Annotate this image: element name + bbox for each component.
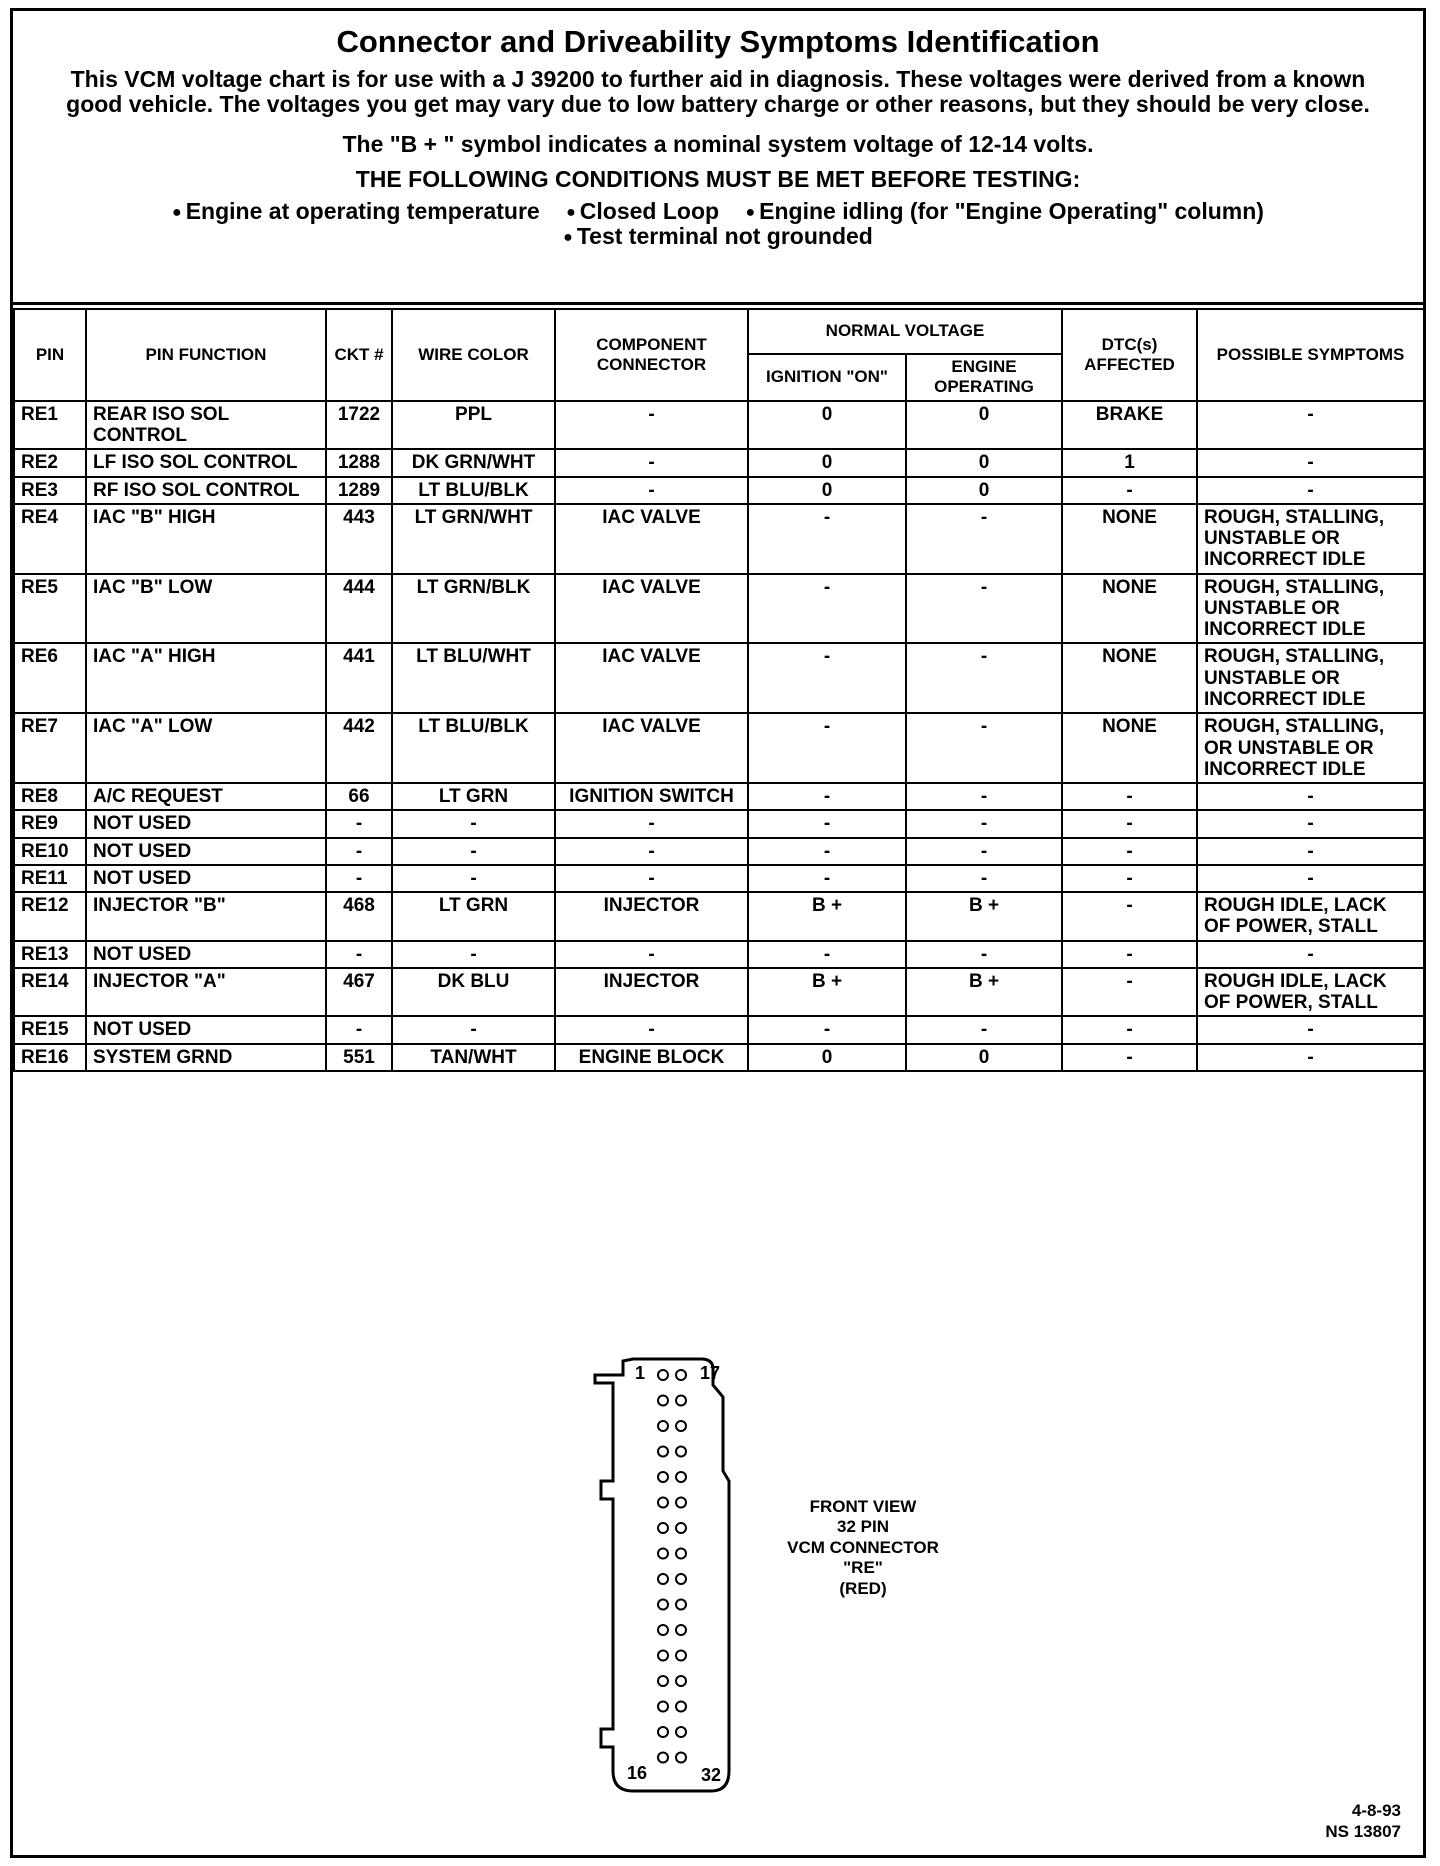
table-header [14, 309, 1424, 401]
table-row [14, 810, 1424, 837]
pin-function-cell: RF ISO SOL CONTROL [86, 477, 326, 504]
table-row [14, 643, 1424, 713]
engine-operating-cell: - [906, 574, 1062, 644]
doc-date: 4-8-93 [1351, 1801, 1401, 1821]
ckt-cell: 1722 [326, 401, 392, 450]
wire-color-cell: TAN/WHT [392, 1044, 555, 1071]
condition-item: ● Test terminal not grounded [563, 223, 873, 249]
pin-hole [676, 1574, 686, 1584]
component-cell: - [555, 810, 748, 837]
symptoms-cell: - [1197, 1016, 1424, 1043]
pin-hole [658, 1523, 668, 1533]
symptoms-cell: ROUGH, STALLING, UNSTABLE OR INCORRECT IDLE [1197, 574, 1424, 644]
pin-hole [658, 1574, 668, 1584]
dtc-cell: - [1062, 838, 1197, 865]
table-row [14, 401, 1424, 450]
table-row [14, 1016, 1424, 1043]
table-row [14, 892, 1424, 941]
dtc-cell: 1 [1062, 449, 1197, 476]
pin-cell: RE4 [14, 504, 86, 574]
component-cell: - [555, 838, 748, 865]
pin-hole [658, 1625, 668, 1635]
pin-hole [676, 1651, 686, 1661]
ckt-cell: 1289 [326, 477, 392, 504]
component-cell: IGNITION SWITCH [555, 783, 748, 810]
pin-hole [676, 1472, 686, 1482]
component-cell: IAC VALVE [555, 574, 748, 644]
ckt-cell: 467 [326, 968, 392, 1017]
pin-hole [658, 1447, 668, 1457]
table-row [14, 477, 1424, 504]
pin-hole [658, 1727, 668, 1737]
ckt-cell: - [326, 1016, 392, 1043]
ignition-on-cell: - [748, 838, 906, 865]
pin-hole [676, 1727, 686, 1737]
pin-cell: RE1 [14, 401, 86, 450]
symptoms-cell: - [1197, 783, 1424, 810]
component-cell: - [555, 449, 748, 476]
ignition-on-cell: 0 [748, 477, 906, 504]
wire-color-cell: - [392, 941, 555, 968]
table-row [14, 504, 1424, 574]
wire-color-cell: PPL [392, 401, 555, 450]
engine-operating-cell: - [906, 810, 1062, 837]
conditions-list [13, 199, 1423, 249]
pin-function-cell: NOT USED [86, 865, 326, 892]
engine-operating-cell: - [906, 865, 1062, 892]
chart-frame [10, 8, 1426, 1858]
caption-line: (RED) [839, 1578, 887, 1598]
ignition-on-cell: 0 [748, 449, 906, 476]
pin-hole [658, 1472, 668, 1482]
dtc-cell: NONE [1062, 643, 1197, 713]
ckt-cell: - [326, 865, 392, 892]
component-cell: IAC VALVE [555, 643, 748, 713]
dtc-cell: - [1062, 968, 1197, 1017]
col-header-dtc: DTC(s) AFFECTED [1062, 309, 1197, 401]
ignition-on-cell: - [748, 643, 906, 713]
wire-color-cell: LT BLU/BLK [392, 713, 555, 783]
dtc-cell: - [1062, 810, 1197, 837]
dtc-cell: - [1062, 941, 1197, 968]
pin-cell: RE6 [14, 643, 86, 713]
component-cell: IAC VALVE [555, 504, 748, 574]
pin-function-cell: INJECTOR "A" [86, 968, 326, 1017]
pin-cell: RE8 [14, 783, 86, 810]
pin-cell: RE5 [14, 574, 86, 644]
ckt-cell: 468 [326, 892, 392, 941]
ckt-cell: - [326, 810, 392, 837]
col-header-ignition-on: IGNITION "ON" [748, 354, 906, 401]
pin-hole [658, 1676, 668, 1686]
pin-function-cell: IAC "B" LOW [86, 574, 326, 644]
connector-figure [13, 1301, 1423, 1856]
engine-operating-cell: - [906, 838, 1062, 865]
ignition-on-cell: 0 [748, 1044, 906, 1071]
component-cell: - [555, 401, 748, 450]
pin-label-16: 16 [627, 1763, 648, 1783]
engine-operating-cell: 0 [906, 1044, 1062, 1071]
doc-number: NS 13807 [1325, 1821, 1401, 1841]
component-cell: INJECTOR [555, 892, 748, 941]
pin-hole [676, 1523, 686, 1533]
component-cell: - [555, 941, 748, 968]
dtc-cell: - [1062, 477, 1197, 504]
ignition-on-cell: B + [748, 892, 906, 941]
wire-color-cell: DK GRN/WHT [392, 449, 555, 476]
engine-operating-cell: 0 [906, 401, 1062, 450]
symptoms-cell: - [1197, 1044, 1424, 1071]
condition-item: ● Engine at operating temperature [172, 198, 540, 224]
pin-hole [658, 1753, 668, 1763]
engine-operating-cell: - [906, 783, 1062, 810]
component-cell: INJECTOR [555, 968, 748, 1017]
symptoms-cell: - [1197, 865, 1424, 892]
ignition-on-cell: - [748, 1016, 906, 1043]
pin-hole [676, 1625, 686, 1635]
ignition-on-cell: - [748, 574, 906, 644]
col-header-wire-color: WIRE COLOR [392, 309, 555, 401]
table-row [14, 1044, 1424, 1071]
pin-function-cell: A/C REQUEST [86, 783, 326, 810]
pin-cell: RE15 [14, 1016, 86, 1043]
caption-line: VCM CONNECTOR "RE" [787, 1537, 939, 1578]
pin-cell: RE9 [14, 810, 86, 837]
dtc-cell: NONE [1062, 713, 1197, 783]
pin-function-cell: IAC "A" LOW [86, 713, 326, 783]
dtc-cell: - [1062, 865, 1197, 892]
dtc-cell: - [1062, 783, 1197, 810]
table-row [14, 941, 1424, 968]
component-cell: ENGINE BLOCK [555, 1044, 748, 1071]
condition-item: ● Closed Loop [566, 198, 719, 224]
pin-function-cell: NOT USED [86, 838, 326, 865]
pin-function-cell: NOT USED [86, 941, 326, 968]
pin-hole [676, 1421, 686, 1431]
pin-hole [658, 1702, 668, 1712]
pin-function-cell: REAR ISO SOL CONTROL [86, 401, 326, 450]
ckt-cell: 442 [326, 713, 392, 783]
pin-hole [676, 1549, 686, 1559]
bplus-note: The "B + " symbol indicates a nominal system voltage of 12-14 volts. [342, 130, 1094, 157]
caption-line: 32 PIN [837, 1517, 889, 1537]
ignition-on-cell: - [748, 810, 906, 837]
wire-color-cell: LT GRN/WHT [392, 504, 555, 574]
ignition-on-cell: - [748, 713, 906, 783]
pin-hole [658, 1370, 668, 1380]
pin-hole [658, 1600, 668, 1610]
table-row [14, 783, 1424, 810]
symptoms-cell: ROUGH IDLE, LACK OF POWER, STALL [1197, 892, 1424, 941]
header-block [13, 11, 1423, 305]
pin-function-cell: INJECTOR "B" [86, 892, 326, 941]
voltage-table [13, 308, 1425, 1072]
connector-caption [773, 1497, 953, 1599]
symptoms-cell: - [1197, 477, 1424, 504]
wire-color-cell: LT BLU/WHT [392, 643, 555, 713]
wire-color-cell: - [392, 865, 555, 892]
pin-hole [676, 1396, 686, 1406]
table-body [14, 401, 1424, 1071]
col-header-pin-function: PIN FUNCTION [86, 309, 326, 401]
symptoms-cell: - [1197, 838, 1424, 865]
pin-cell: RE2 [14, 449, 86, 476]
wire-color-cell: DK BLU [392, 968, 555, 1017]
engine-operating-cell: 0 [906, 449, 1062, 476]
col-header-component-connector: COMPONENT CONNECTOR [555, 309, 748, 401]
pin-cell: RE13 [14, 941, 86, 968]
col-header-ckt: CKT # [326, 309, 392, 401]
ignition-on-cell: - [748, 783, 906, 810]
ckt-cell: 551 [326, 1044, 392, 1071]
pin-cell: RE12 [14, 892, 86, 941]
pin-hole [676, 1447, 686, 1457]
symptoms-cell: ROUGH, STALLING, OR UNSTABLE OR INCORRECT IDLE [1197, 713, 1424, 783]
ckt-cell: 441 [326, 643, 392, 713]
dtc-cell: NONE [1062, 504, 1197, 574]
symptoms-cell: ROUGH, STALLING, UNSTABLE OR INCORRECT IDLE [1197, 643, 1424, 713]
dtc-cell: - [1062, 892, 1197, 941]
component-cell: - [555, 1016, 748, 1043]
pin-label-1: 1 [635, 1363, 646, 1383]
engine-operating-cell: B + [906, 968, 1062, 1017]
intro-text: This VCM voltage chart is for use with a J 39200 to further aid in diagnosis. These voltages were derived from a known good vehicle. The voltages you get may vary due to low battery charge or other reasons, but they should be very close. [66, 66, 1370, 117]
col-header-symptoms: POSSIBLE SYMPTOMS [1197, 309, 1424, 401]
engine-operating-cell: B + [906, 892, 1062, 941]
connector-diagram [583, 1341, 763, 1801]
dtc-cell: NONE [1062, 574, 1197, 644]
wire-color-cell: LT BLU/BLK [392, 477, 555, 504]
ckt-cell: - [326, 941, 392, 968]
component-cell: - [555, 477, 748, 504]
pin-cell: RE7 [14, 713, 86, 783]
pin-function-cell: IAC "A" HIGH [86, 643, 326, 713]
pin-cell: RE16 [14, 1044, 86, 1071]
page-title: Connector and Driveability Symptoms Identification [336, 24, 1100, 59]
pin-hole [658, 1549, 668, 1559]
pin-hole [676, 1702, 686, 1712]
component-cell: IAC VALVE [555, 713, 748, 783]
pin-hole [676, 1676, 686, 1686]
caption-line: FRONT VIEW [809, 1497, 917, 1516]
symptoms-cell: ROUGH IDLE, LACK OF POWER, STALL [1197, 968, 1424, 1017]
condition-item: ● Engine idling (for "Engine Operating" column) [745, 198, 1263, 224]
pin-function-cell: SYSTEM GRND [86, 1044, 326, 1071]
pin-cell: RE10 [14, 838, 86, 865]
engine-operating-cell: 0 [906, 477, 1062, 504]
symptoms-cell: - [1197, 810, 1424, 837]
ignition-on-cell: - [748, 865, 906, 892]
pin-hole [658, 1651, 668, 1661]
ignition-on-cell: B + [748, 968, 906, 1017]
pin-label-17: 17 [700, 1363, 721, 1383]
pin-hole [658, 1396, 668, 1406]
pin-function-cell: NOT USED [86, 1016, 326, 1043]
ckt-cell: - [326, 838, 392, 865]
pin-hole [658, 1498, 668, 1508]
pin-hole-grid [658, 1370, 686, 1763]
ckt-cell: 443 [326, 504, 392, 574]
ignition-on-cell: - [748, 941, 906, 968]
engine-operating-cell: - [906, 643, 1062, 713]
dtc-cell: - [1062, 1016, 1197, 1043]
table-row [14, 449, 1424, 476]
wire-color-cell: - [392, 838, 555, 865]
engine-operating-cell: - [906, 1016, 1062, 1043]
table-row [14, 713, 1424, 783]
ignition-on-cell: - [748, 504, 906, 574]
pin-hole [676, 1370, 686, 1380]
col-header-normal-voltage: NORMAL VOLTAGE [748, 309, 1062, 354]
engine-operating-cell: - [906, 713, 1062, 783]
wire-color-cell: - [392, 1016, 555, 1043]
pin-function-cell: IAC "B" HIGH [86, 504, 326, 574]
ckt-cell: 1288 [326, 449, 392, 476]
engine-operating-cell: - [906, 504, 1062, 574]
document-id [1325, 1801, 1401, 1842]
table-row [14, 838, 1424, 865]
pin-function-cell: LF ISO SOL CONTROL [86, 449, 326, 476]
pin-cell: RE3 [14, 477, 86, 504]
wire-color-cell: LT GRN [392, 892, 555, 941]
wire-color-cell: - [392, 810, 555, 837]
wire-color-cell: LT GRN/BLK [392, 574, 555, 644]
pin-hole [676, 1753, 686, 1763]
wire-color-cell: LT GRN [392, 783, 555, 810]
col-header-engine-operating: ENGINE OPERATING [906, 354, 1062, 401]
pin-cell: RE11 [14, 865, 86, 892]
pin-hole [676, 1600, 686, 1610]
dtc-cell: - [1062, 1044, 1197, 1071]
symptoms-cell: - [1197, 401, 1424, 450]
table-row [14, 968, 1424, 1017]
symptoms-cell: - [1197, 449, 1424, 476]
ckt-cell: 66 [326, 783, 392, 810]
symptoms-cell: - [1197, 941, 1424, 968]
component-cell: - [555, 865, 748, 892]
col-header-pin: PIN [14, 309, 86, 401]
ignition-on-cell: 0 [748, 401, 906, 450]
table-row [14, 574, 1424, 644]
engine-operating-cell: - [906, 941, 1062, 968]
conditions-title: THE FOLLOWING CONDITIONS MUST BE MET BEFORE TESTING: [355, 165, 1081, 192]
pin-function-cell: NOT USED [86, 810, 326, 837]
dtc-cell: BRAKE [1062, 401, 1197, 450]
symptoms-cell: ROUGH, STALLING, UNSTABLE OR INCORRECT IDLE [1197, 504, 1424, 574]
pin-label-32: 32 [701, 1765, 722, 1785]
pin-hole [658, 1421, 668, 1431]
ckt-cell: 444 [326, 574, 392, 644]
pin-hole [676, 1498, 686, 1508]
pin-cell: RE14 [14, 968, 86, 1017]
table-row [14, 865, 1424, 892]
